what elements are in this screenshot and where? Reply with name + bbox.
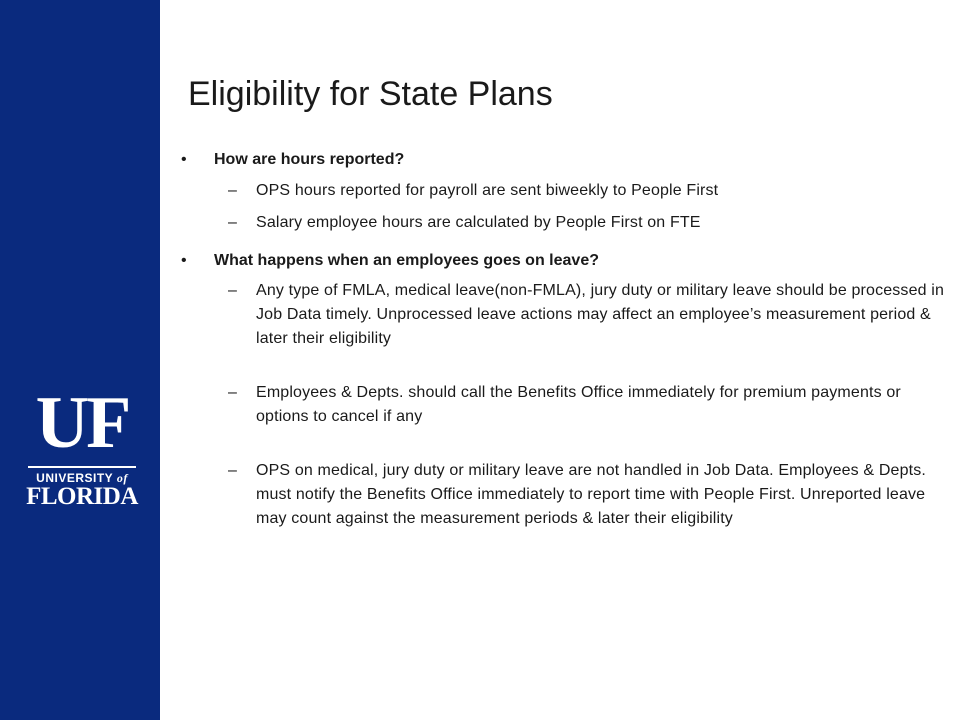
- slide-content: [175, 150, 945, 531]
- sub-item-benefits-call: [175, 381, 945, 429]
- logo-uf-letters: UF: [35, 382, 129, 464]
- heading-text: What happens when an employees goes on leave?: [214, 252, 599, 269]
- dash-marker: –: [228, 462, 238, 479]
- dash-marker: –: [228, 182, 238, 199]
- dash-marker: –: [228, 384, 238, 401]
- logo-of-word: of: [116, 471, 128, 485]
- heading-text: How are hours reported?: [214, 151, 405, 168]
- sub-item-text: Employees & Depts. should call the Benefits Office immediately for premium payments or options to cancel if any: [256, 384, 901, 425]
- dash-marker: –: [228, 282, 238, 299]
- bullet-dot: •: [181, 252, 187, 269]
- bullet-heading-hours: [175, 150, 945, 170]
- sub-item-ops-leave: [175, 459, 945, 531]
- dash-marker: –: [228, 214, 238, 231]
- sub-item-text: Any type of FMLA, medical leave(non-FMLA), jury duty or military leave should be processed in Job Data timely. Unprocessed leave actions may affect an employee’s measurement period & later their eligibility: [256, 282, 945, 347]
- sub-item-text: OPS hours reported for payroll are sent biweekly to People First: [256, 182, 719, 199]
- logo-rule: [28, 466, 136, 468]
- slide-title: Eligibility for State Plans: [188, 75, 553, 113]
- sub-item-ops-hours: [175, 179, 945, 203]
- sub-item-text: Salary employee hours are calculated by People First on FTE: [256, 214, 701, 231]
- logo-university-word: UNIVERSITY: [36, 471, 113, 485]
- uf-logo: [22, 382, 142, 510]
- bullet-dot: •: [181, 151, 187, 168]
- left-sidebar-band: [0, 0, 160, 720]
- logo-florida-word: FLORIDA: [26, 483, 138, 510]
- sub-item-text: OPS on medical, jury duty or military leave are not handled in Job Data. Employees & Depts. must notify the Benefits Office immediately to report time with People First. Unreported leave may count against the measurement periods & later their eligibility: [256, 462, 926, 527]
- bullet-heading-leave: [175, 251, 945, 271]
- sub-item-fmla-leave: [175, 279, 945, 351]
- sub-item-salary-hours: [175, 211, 945, 235]
